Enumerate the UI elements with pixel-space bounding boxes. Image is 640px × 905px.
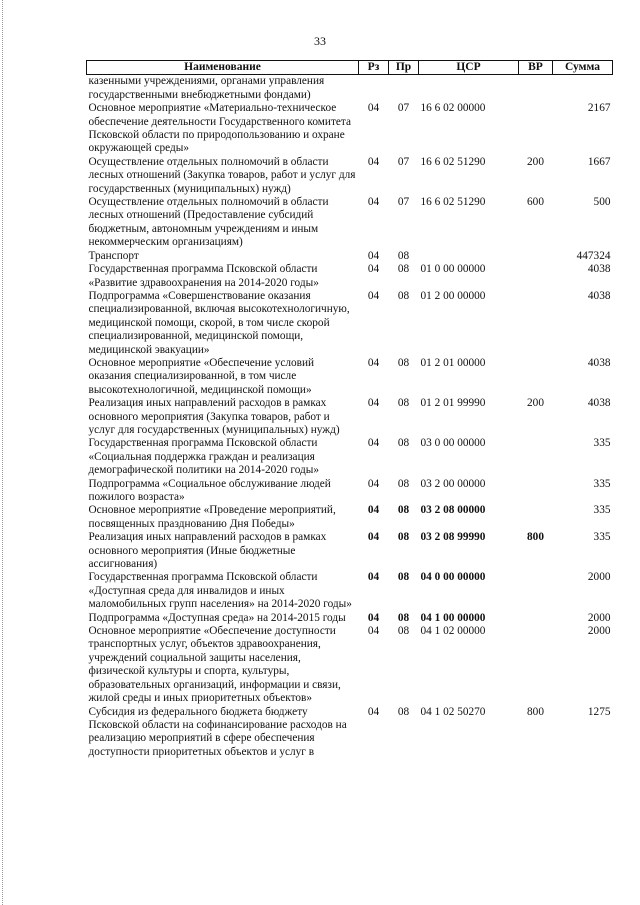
row-sum-cell: 335 <box>593 437 611 450</box>
row-pr-cell: 08 <box>397 611 410 624</box>
header-name: Наименование <box>87 61 359 75</box>
row-csr-cell <box>419 75 519 102</box>
row-rz-cell <box>359 75 389 102</box>
row-rz-cell: 04 <box>367 155 380 168</box>
row-sum-cell <box>553 75 613 102</box>
row-csr-cell: 01 0 00 00000 <box>420 263 486 276</box>
row-rz-cell: 04 <box>367 102 380 115</box>
row-sum-cell: 2000 <box>587 611 611 624</box>
row-csr-cell: 04 1 00 00000 <box>420 611 486 624</box>
row-pr-cell: 08 <box>397 263 410 276</box>
table-row <box>87 478 613 505</box>
row-sum-cell: 2167 <box>587 102 611 115</box>
row-sum-cell: 335 <box>593 504 611 517</box>
row-vr-cell <box>519 357 553 397</box>
row-vr-cell <box>519 571 553 611</box>
row-pr-cell: 08 <box>397 531 410 544</box>
row-rz-cell: 04 <box>367 531 380 544</box>
row-vr-cell: 800 <box>527 531 544 544</box>
row-pr-cell: 08 <box>397 625 410 638</box>
row-pr-cell: 08 <box>397 289 410 302</box>
table-row <box>87 612 613 625</box>
table-row <box>87 625 613 705</box>
row-pr-cell: 08 <box>397 705 410 718</box>
budget-table <box>86 60 613 759</box>
row-csr-cell: 04 1 02 50270 <box>420 705 486 718</box>
row-csr-cell: 01 2 01 99990 <box>420 397 486 410</box>
row-rz-cell: 04 <box>367 249 380 262</box>
row-vr-cell: 600 <box>527 196 544 209</box>
table-row <box>87 531 613 571</box>
row-vr-cell <box>519 625 553 705</box>
row-vr-cell <box>519 263 553 290</box>
row-vr-cell <box>519 250 553 263</box>
table-row <box>87 250 613 263</box>
page-number: 33 <box>314 34 326 48</box>
row-vr-cell <box>519 102 553 156</box>
row-sum-cell: 335 <box>593 477 611 490</box>
row-rz-cell: 04 <box>367 263 380 276</box>
table-row <box>87 706 613 760</box>
table-row <box>87 290 613 357</box>
row-rz-cell: 04 <box>367 477 380 490</box>
row-vr-cell <box>519 437 553 477</box>
header-rz: Рз <box>359 61 389 75</box>
row-csr-cell: 01 2 01 00000 <box>420 356 486 369</box>
table-row <box>87 397 613 437</box>
row-sum-cell: 4038 <box>587 397 611 410</box>
table-row <box>87 263 613 290</box>
table-row <box>87 196 613 250</box>
row-csr-cell: 16 6 02 51290 <box>420 155 486 168</box>
row-name-cell: Государственная программа Псковской области «Доступная среда для инвалидов и иных маломобильных групп населения» на 2014-2020 годы» <box>88 571 352 611</box>
row-csr-cell: 03 0 00 00000 <box>420 437 486 450</box>
row-rz-cell: 04 <box>367 611 380 624</box>
header-sum: Сумма <box>553 61 613 75</box>
row-sum-cell: 1667 <box>587 155 611 168</box>
row-name-cell: Осуществление отдельных полномочий в области лесных отношений (Закупка товаров, работ и услуг для государственных (муниципальных) нужд) <box>88 155 356 195</box>
row-csr-cell: 04 1 02 00000 <box>420 625 486 638</box>
row-rz-cell: 04 <box>367 504 380 517</box>
row-csr-cell: 01 2 00 00000 <box>420 289 486 302</box>
row-sum-cell: 447324 <box>576 249 611 262</box>
row-sum-cell: 4038 <box>587 289 611 302</box>
row-sum-cell: 2000 <box>587 571 611 584</box>
row-sum-cell: 2000 <box>587 625 611 638</box>
row-vr-cell <box>519 612 553 625</box>
row-pr-cell: 08 <box>397 437 410 450</box>
row-vr-cell: 800 <box>527 705 544 718</box>
row-name-cell: Реализация иных направлений расходов в рамках основного мероприятия (Закупка товаров, работ и услуг для государственных (муниципальных) нужд) <box>88 397 340 436</box>
row-pr-cell: 08 <box>397 356 410 369</box>
table-row <box>87 102 613 156</box>
row-name-cell: казенными учреждениями, органами управления государственными внебюджетными фондами) <box>88 75 325 101</box>
row-name-cell: Подпрограмма «Социальное обслуживание людей пожилого возраста» <box>88 477 331 503</box>
row-sum-cell: 1275 <box>587 705 611 718</box>
row-rz-cell: 04 <box>367 705 380 718</box>
row-pr-cell: 08 <box>397 477 410 490</box>
page-edge-scan-line <box>2 0 4 905</box>
row-pr-cell: 07 <box>397 155 410 168</box>
row-pr-cell: 07 <box>397 102 410 115</box>
row-rz-cell: 04 <box>367 289 380 302</box>
row-vr-cell: 200 <box>527 155 544 168</box>
table-row <box>87 437 613 477</box>
row-csr-cell: 03 2 00 00000 <box>420 477 486 490</box>
row-csr-cell: 04 0 00 00000 <box>420 571 486 584</box>
row-vr-cell <box>519 478 553 505</box>
table-header-row <box>87 61 613 75</box>
row-rz-cell: 04 <box>367 196 380 209</box>
row-vr-cell: 200 <box>527 397 544 410</box>
row-rz-cell: 04 <box>367 625 380 638</box>
row-csr-cell: 03 2 08 00000 <box>420 504 486 517</box>
row-sum-cell: 4038 <box>587 356 611 369</box>
row-csr-cell <box>419 250 519 263</box>
table-row <box>87 504 613 531</box>
row-vr-cell <box>519 75 553 102</box>
row-name-cell: Государственная программа Псковской области «Социальная поддержка граждан и реализация демографической политики на 2014-2020 годы» <box>88 437 320 477</box>
table-row <box>87 75 613 102</box>
row-sum-cell: 500 <box>593 196 611 209</box>
row-vr-cell <box>519 504 553 531</box>
row-pr-cell: 08 <box>397 504 410 517</box>
header-vr: ВР <box>519 61 553 75</box>
row-csr-cell: 16 6 02 51290 <box>420 196 486 209</box>
row-csr-cell: 16 6 02 00000 <box>420 102 486 115</box>
row-name-cell: Осуществление отдельных полномочий в области лесных отношений (Предоставление субсидий бюджетным, автономным учреждениям и иным некоммерческим организациям) <box>88 196 329 249</box>
table-body <box>87 75 613 759</box>
row-name-cell: Государственная программа Псковской области «Развитие здравоохранения на 2014-2020 годы» <box>88 263 319 289</box>
row-name-cell: Подпрограмма «Доступная среда» на 2014-2015 годы <box>88 611 346 624</box>
row-name-cell: Основное мероприятие «Обеспечение условий оказания специализированной, в том числе высокотехнологичной, медицинской помощи» <box>88 356 315 396</box>
row-rz-cell: 04 <box>367 437 380 450</box>
row-name-cell: Основное мероприятие «Проведение мероприятий, посвященных празднованию Дня Победы» <box>88 504 336 530</box>
table-row <box>87 571 613 611</box>
row-name-cell: Основное мероприятие «Обеспечение доступности транспортных услуг, объектов здравоохранения, учреждений социальной защиты населения, физической культуры и спорта, культуры, образовательных организаций, информации и связи, жилой среды и иных приоритетных объектов» <box>88 625 341 705</box>
row-rz-cell: 04 <box>367 397 380 410</box>
row-name-cell: Транспорт <box>88 249 139 262</box>
row-rz-cell: 04 <box>367 571 380 584</box>
row-sum-cell: 4038 <box>587 263 611 276</box>
row-pr-cell: 07 <box>397 196 410 209</box>
row-pr-cell: 08 <box>397 571 410 584</box>
table-row <box>87 357 613 397</box>
row-name-cell: Реализация иных направлений расходов в рамках основного мероприятия (Иные бюджетные ассигнования) <box>88 531 327 571</box>
row-pr-cell <box>389 75 419 102</box>
row-vr-cell <box>519 290 553 357</box>
row-name-cell: Основное мероприятие «Материально-техническое обеспечение деятельности Государственного комитета Псковской области по природопользованию и охране окружающей среды» <box>88 102 352 155</box>
header-csr: ЦСР <box>419 61 519 75</box>
row-sum-cell: 335 <box>593 531 611 544</box>
table-row <box>87 156 613 196</box>
row-rz-cell: 04 <box>367 356 380 369</box>
row-name-cell: Подпрограмма «Совершенствование оказания специализированной, включая высокотехнологичную, медицинской помощи, скорой, в том числе скорой специализированной, медицинской помощи, медицинской эвакуации» <box>88 289 350 356</box>
header-pr: Пр <box>389 61 419 75</box>
row-pr-cell: 08 <box>397 397 410 410</box>
row-name-cell: Субсидия из федерального бюджета бюджету Псковской области на софинансирование расходов на реализацию мероприятий в сфере обеспечения доступности приоритетных объектов и услуг в <box>88 705 347 758</box>
row-csr-cell: 03 2 08 99990 <box>420 531 486 544</box>
row-pr-cell: 08 <box>397 249 410 262</box>
